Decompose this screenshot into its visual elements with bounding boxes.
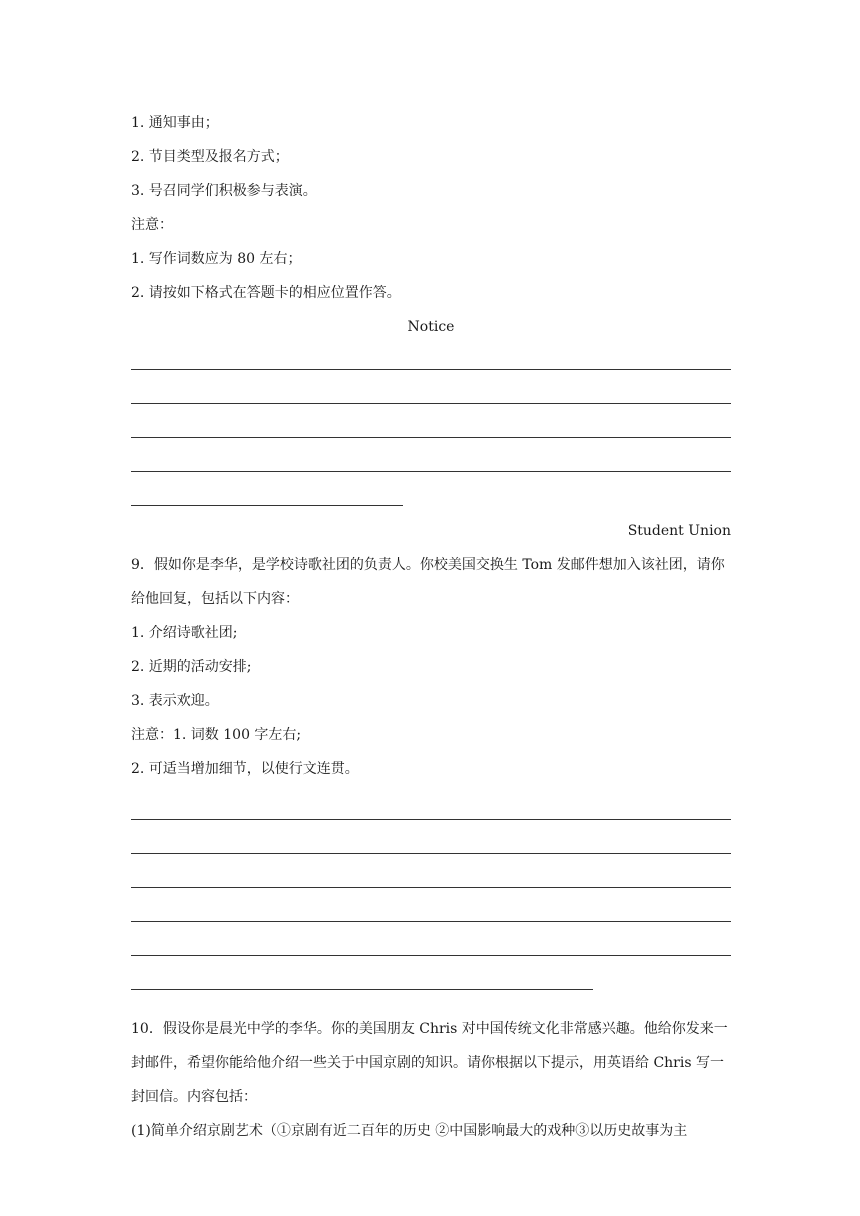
- answer-line: [131, 964, 593, 998]
- list-item: 1. 介绍诗歌社团;: [131, 625, 238, 641]
- list-item: 3. 号召同学们积极参与表演。: [131, 183, 317, 199]
- notice-answer-lines: [131, 344, 731, 514]
- question-9-prompt: 9．假如你是李华，是学校诗歌社团的负责人。你校美国交换生 Tom 发邮件想加入该社团，请你给他回复，包括以下内容：: [131, 557, 725, 607]
- answer-line: [131, 930, 731, 964]
- answer-line: [131, 828, 731, 862]
- answer-line: [131, 446, 731, 480]
- answer-line: [131, 480, 403, 514]
- answer-line: [131, 794, 731, 828]
- answer-line: [131, 378, 731, 412]
- note-item: 1. 写作词数应为 80 左右；: [131, 251, 302, 267]
- note-item: 注意：1. 词数 100 字左右;: [131, 727, 302, 743]
- spacer: [131, 998, 731, 1012]
- question-9-items: [131, 616, 731, 718]
- list-item: 2. 节目类型及报名方式；: [131, 149, 289, 165]
- section8-items: [131, 106, 731, 208]
- list-item: 1. 通知事由；: [131, 115, 219, 131]
- answer-line: [131, 344, 731, 378]
- list-item: 3. 表示欢迎。: [131, 693, 219, 709]
- list-item: 2. 近期的活动安排;: [131, 659, 252, 675]
- note-item: 2. 请按如下格式在答题卡的相应位置作答。: [131, 285, 401, 301]
- answer-line: [131, 896, 731, 930]
- question-10-prompt: 10．假设你是晨光中学的李华。你的美国朋友 Chris 对中国传统文化非常感兴趣。他给你发来一封邮件，希望你能给他介绍一些关于中国京剧的知识。请你根据以下提示，用英语给 Chris 写一封回信。内容包括：: [131, 1021, 728, 1105]
- answer-line: [131, 412, 731, 446]
- question-9-answer-lines: [131, 794, 731, 998]
- note-item: 2. 可适当增加细节，以使行文连贯。: [131, 761, 359, 777]
- spacer: [131, 786, 731, 794]
- notice-title: Notice: [407, 319, 455, 335]
- signature: Student Union: [627, 523, 731, 539]
- answer-line: [131, 862, 731, 896]
- list-item: (1)简单介绍京剧艺术（①京剧有近二百年的历史 ②中国影响最大的戏种③以历史故事为主: [131, 1123, 688, 1139]
- note-label: 注意：: [131, 217, 173, 233]
- document-page: [131, 106, 731, 1148]
